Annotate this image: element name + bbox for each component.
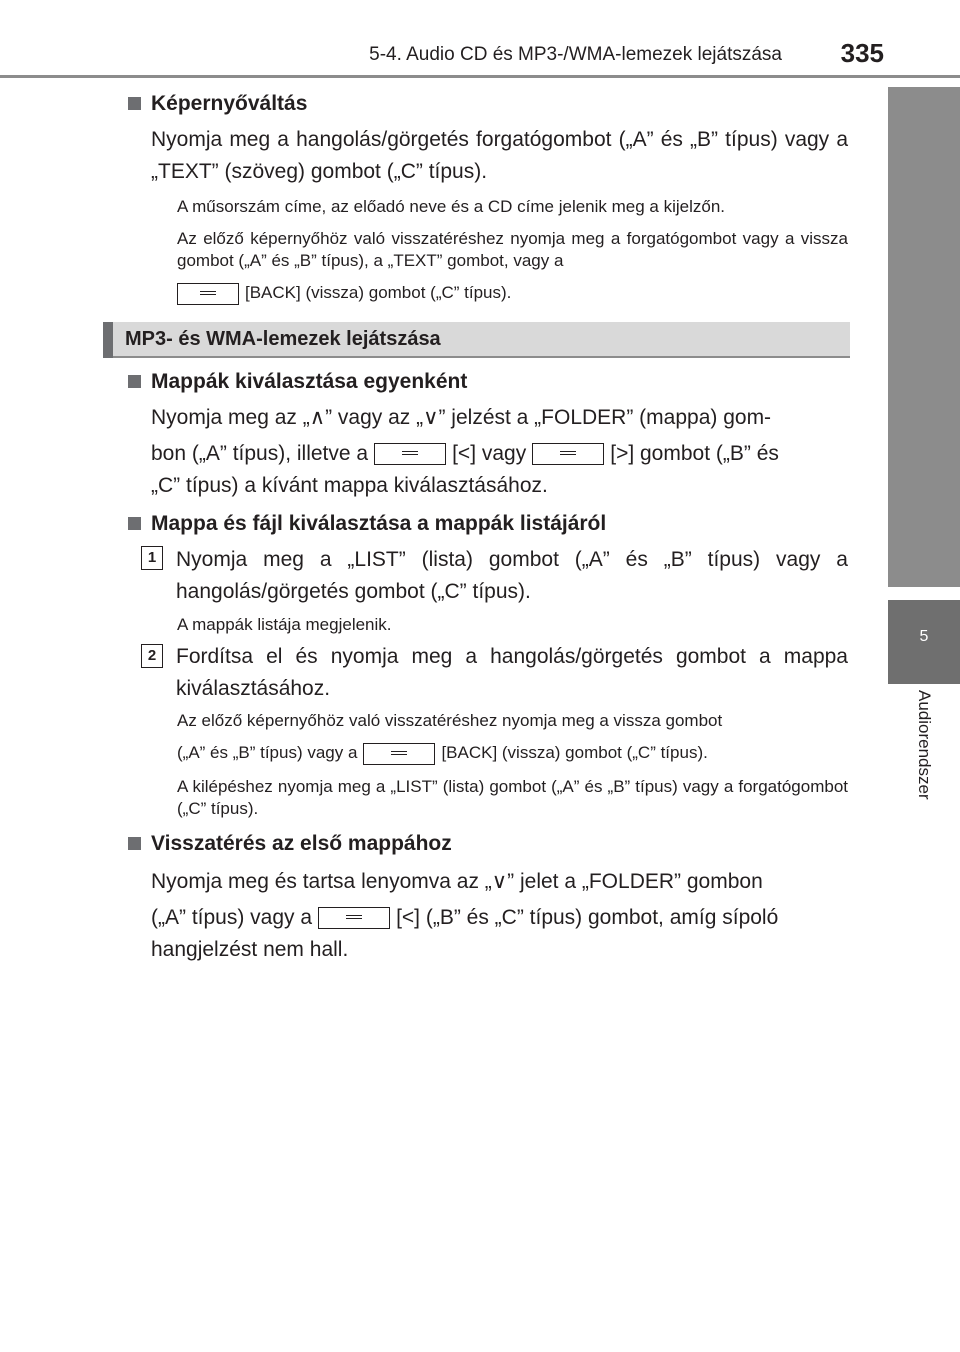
section-heading-screen-switch: Képernyőváltás	[128, 92, 307, 116]
bullet-square-icon	[128, 375, 141, 388]
step-2-text: Fordítsa el és nyomja meg a hangolás/görgetés gombot a mappa kiválasztásához.	[176, 645, 848, 700]
side-tab-bar	[888, 87, 960, 587]
back-button-icon	[177, 283, 239, 305]
section-bar-stripe	[103, 322, 113, 358]
back-button-icon	[363, 743, 435, 765]
page-header	[0, 0, 960, 80]
step-2-note1: Az előző képernyőhöz való visszatéréshez nyomja meg a vissza gombot	[177, 711, 723, 730]
step-number-1: 1	[141, 546, 163, 570]
paragraph-first-folder-line3: hangjelzést nem hall.	[151, 938, 349, 961]
side-tab-number: 5	[888, 600, 960, 684]
note-track-title: A műsorszám címe, az előadó neve és a CD címe jelenik meg a kijelzőn.	[177, 197, 726, 216]
bullet-square-icon	[128, 837, 141, 850]
section-heading-first-folder: Visszatérés az első mappához	[128, 832, 452, 856]
section-heading-folder-select: Mappák kiválasztása egyenként	[128, 370, 467, 394]
side-tab-label: Audiorendszer	[915, 690, 934, 800]
note-back-screen: Az előző képernyőhöz való visszatéréshez nyomja meg a forgatógombot vagy a vissza gombot („A” és „B” típus), a „TEXT” gombot, vagy a	[177, 229, 848, 270]
prev-button-icon	[374, 443, 446, 465]
paragraph-screen-switch: Nyomja meg a hangolás/görgetés forgatógombot („A” és „B” típus) vagy a „TEXT” (szöveg) gombot („C” típus).	[151, 128, 848, 183]
paragraph-folder-line1: Nyomja meg az „∧” vagy az „∨” jelzést a „FOLDER” (mappa) gom-	[151, 406, 772, 429]
step-1-note: A mappák listája megjelenik.	[177, 615, 392, 634]
paragraph-first-folder-line1: Nyomja meg és tartsa lenyomva az „∨” jelet a „FOLDER” gombon	[151, 870, 763, 893]
page-number: 335	[840, 38, 884, 68]
section-title-bar	[103, 322, 850, 358]
prev-button-icon	[318, 907, 390, 929]
note-back-screen-tail: [BACK] (vissza) gombot („C” típus).	[177, 282, 848, 305]
bullet-square-icon	[128, 517, 141, 530]
next-button-icon	[532, 443, 604, 465]
paragraph-folder-line3: „C” típus) a kívánt mappa kiválasztásához.	[151, 474, 548, 497]
section-bar-title: MP3- és WMA-lemezek lejátszása	[125, 328, 441, 350]
step-2-note2: A kilépéshez nyomja meg a „LIST” (lista) gombot („A” és „B” típus) vagy a forgatógombot („C” típus).	[177, 777, 848, 818]
step-number-2: 2	[141, 644, 163, 668]
chapter-title: 5-4. Audio CD és MP3-/WMA-lemezek lejátszása	[369, 44, 782, 65]
step-1-text: Nyomja meg a „LIST” (lista) gombot („A” és „B” típus) vagy a hangolás/görgetés gombot („C” típus).	[176, 548, 848, 603]
section-heading-folder-list: Mappa és fájl kiválasztása a mappák listájáról	[128, 512, 606, 536]
paragraph-first-folder-line2: („A” típus) vagy a [<] („B” és „C” típus) gombot, amíg sípoló	[151, 906, 779, 929]
paragraph-folder-line2: bon („A” típus), illetve a [<] vagy [>] gombot („B” és	[151, 442, 779, 465]
header-rule	[0, 75, 960, 78]
bullet-square-icon	[128, 97, 141, 110]
step-2-note1-tail: („A” és „B” típus) vagy a [BACK] (vissza) gombot („C” típus).	[177, 742, 848, 765]
